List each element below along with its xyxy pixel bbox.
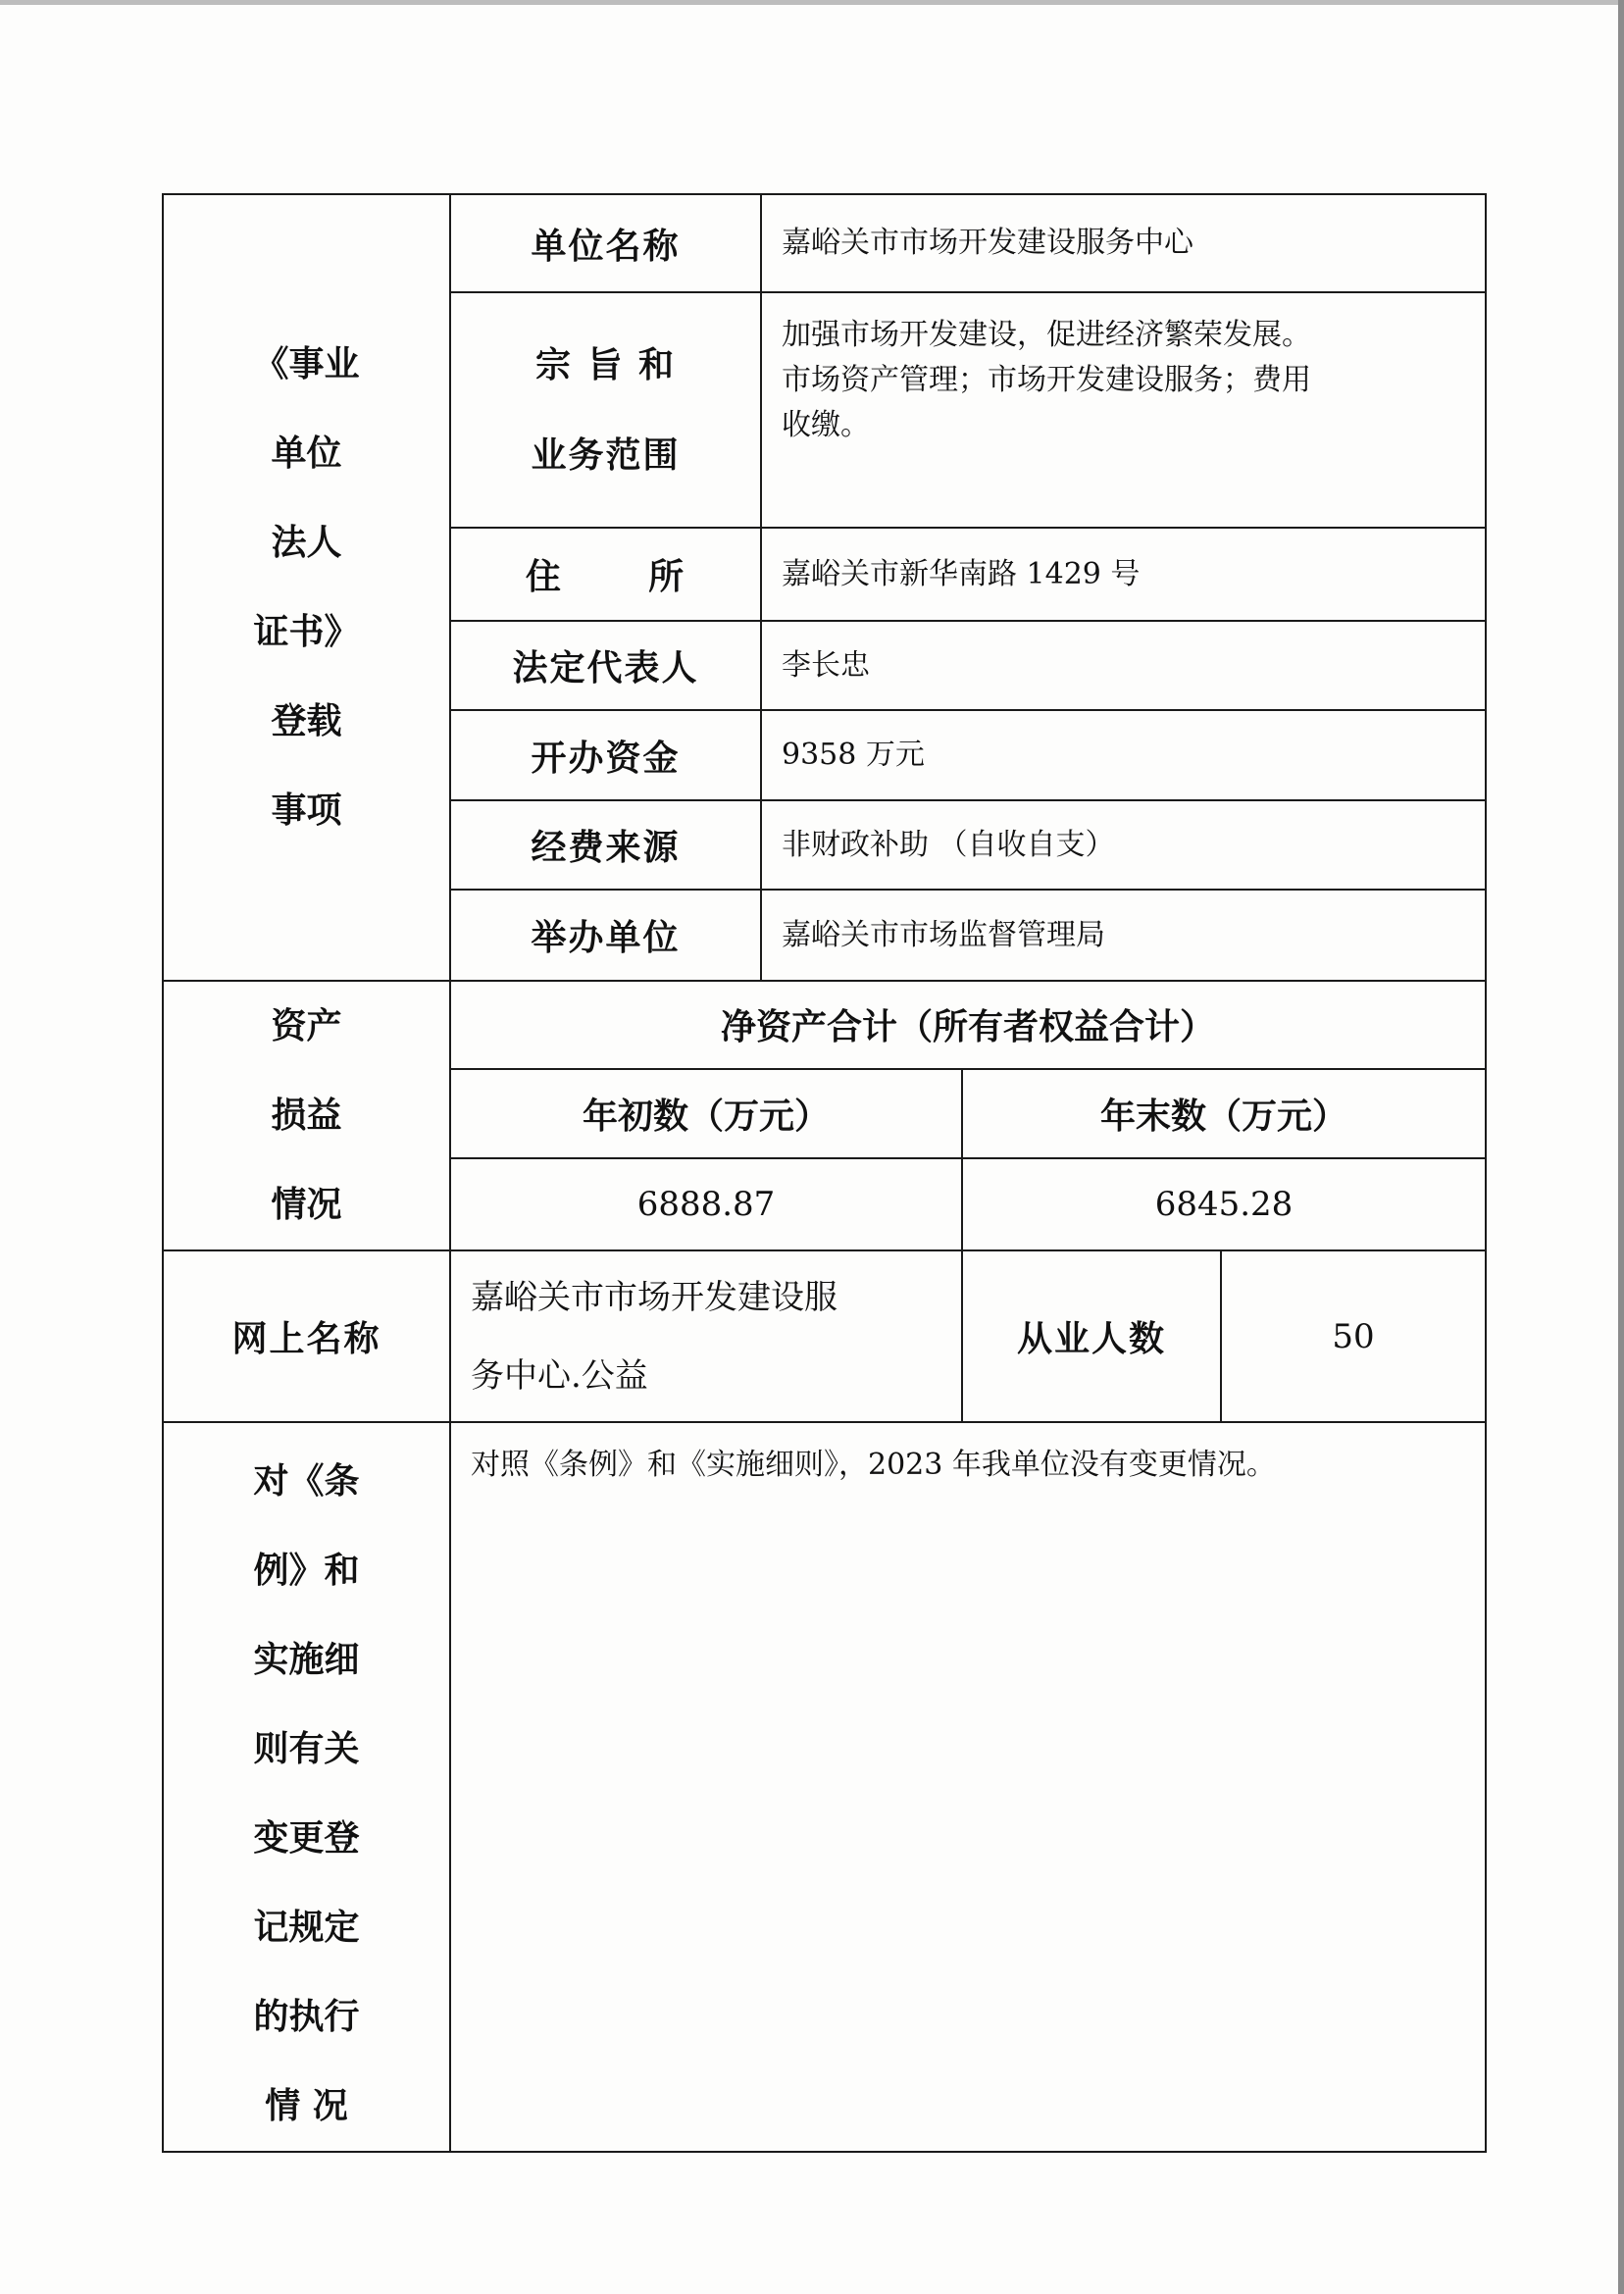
scan-edge-top [0, 0, 1624, 5]
label-line: 对《条 [253, 1460, 360, 1502]
label-line: 单位 [271, 433, 342, 474]
label-line: 事项 [271, 790, 342, 831]
value-line: 李长忠 [782, 647, 870, 683]
col-end-header: 年末数（万元） [962, 1069, 1486, 1159]
section-compliance-label [163, 1422, 450, 2152]
field-value-purpose-scope [761, 292, 1486, 528]
label-line: 《事业 [253, 343, 360, 384]
value-line: 市场资产管理；市场开发建设服务；费用 [782, 363, 1311, 397]
label-line: 情况 [271, 1184, 342, 1225]
label-line: 实施细 [253, 1639, 360, 1680]
field-label-online-name: 网上名称 [163, 1250, 450, 1422]
field-value-staff-count: 50 [1221, 1250, 1486, 1422]
value-end: 6845.28 [962, 1158, 1486, 1250]
label-line: 业务范围 [531, 434, 681, 476]
section-registration-label [163, 194, 450, 981]
label-line: 情 况 [265, 2085, 348, 2126]
label-line: 登载 [271, 700, 342, 741]
col-begin-header: 年初数（万元） [450, 1069, 962, 1159]
value-begin: 6888.87 [450, 1158, 962, 1250]
value-line: 收缴。 [782, 408, 870, 442]
value-line: 9358 万元 [782, 738, 925, 772]
label-line: 资产 [271, 1005, 342, 1046]
row-unit-name [163, 194, 1486, 292]
label-line: 损益 [271, 1095, 342, 1136]
field-value-funding-source [761, 800, 1486, 890]
compliance-text: 对照《条例》和《实施细则》，2023 年我单位没有变更情况。 [450, 1422, 1486, 2152]
field-label-funding-source: 经费来源 [450, 800, 761, 890]
label-line: 的执行 [253, 1996, 360, 2037]
field-value-online-name [450, 1250, 962, 1422]
scan-edge-right [1618, 0, 1624, 2294]
field-label-legal-rep: 法定代表人 [450, 621, 761, 710]
field-label-capital: 开办资金 [450, 710, 761, 800]
label-line: 变更登 [253, 1817, 360, 1859]
value-line: 嘉峪关市市场监督管理局 [782, 917, 1105, 952]
value-line: 嘉峪关市市场开发建设服务中心 [782, 226, 1193, 260]
label-line: 记规定 [253, 1907, 360, 1948]
field-value-sponsor [761, 890, 1486, 981]
label-line: 则有关 [253, 1728, 360, 1769]
field-value-capital [761, 710, 1486, 800]
row-online-name [163, 1250, 1486, 1422]
value-line: 加强市场开发建设，促进经济繁荣发展。 [782, 318, 1311, 352]
field-label-sponsor: 举办单位 [450, 890, 761, 981]
field-value-unit-name [761, 194, 1486, 292]
value-line: 非财政补助 （自收自支） [782, 827, 1115, 862]
row-compliance [163, 1422, 1486, 2152]
row-assets-header [163, 981, 1486, 1069]
label-line: 证书》 [253, 611, 360, 652]
label-line: 例》和 [253, 1550, 360, 1591]
field-label-staff-count: 从业人数 [962, 1250, 1221, 1422]
value-line: 嘉峪关市市场开发建设服 [471, 1277, 837, 1317]
section-assets-label [163, 981, 450, 1250]
net-assets-header: 净资产合计（所有者权益合计） [450, 981, 1486, 1069]
value-line: 嘉峪关市新华南路 1429 号 [782, 556, 1141, 591]
field-label-purpose-scope [450, 292, 761, 528]
label-line: 宗 旨 和 [534, 344, 677, 385]
value-line: 务中心.公益 [471, 1355, 648, 1396]
field-label-address: 住 所 [450, 528, 761, 621]
label-line: 法人 [271, 522, 342, 563]
field-value-legal-rep [761, 621, 1486, 710]
field-value-address [761, 528, 1486, 621]
field-label-unit-name: 单位名称 [450, 194, 761, 292]
annual-report-form [162, 193, 1487, 2153]
